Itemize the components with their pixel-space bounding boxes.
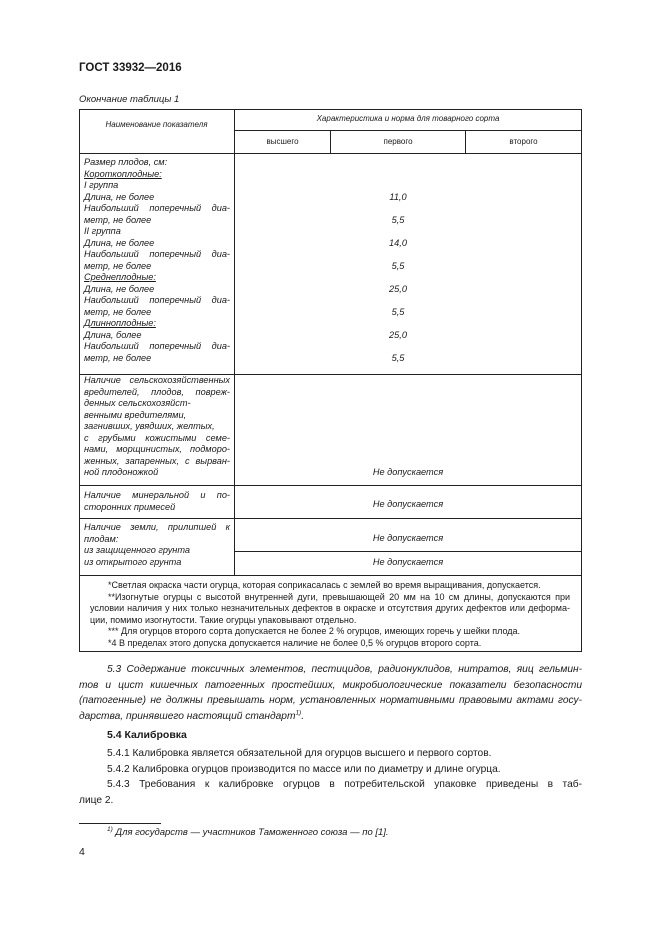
- size-label-line: Наибольший поперечный диа-: [84, 341, 230, 351]
- size-label-line: метр, не более: [84, 214, 152, 225]
- size-label-line: Длина, не более: [84, 237, 155, 248]
- page-footnote: $^{1)}$ Для государств — участников Таможенного союза — по [1].: [107, 825, 389, 838]
- table-footnotes: *Светлая окраска части огурца, которая соприкасалась с землей во время выращивания, допускается. **Изогнутые огурцы с высотой внутренней дуги, превышающей 20 мм на 10 см длины, допускаются при условии наличия у них только незначительных дефектов в окраске и отсутствия других дефектов или деформа- ции, помимо изогнутости. Такие огурцы упаковывают отдельно. *** Для огурцов второго сорта допускается не более 2 % огурцов, имеющих горечь у шейки плода. *4 В пределах этого допуска допускается наличие не более 0,5 % огурцов второго сорта.: [90, 580, 570, 648]
- paragraph-5-4-3-line-1: 5.4.3 Требования к калибровке огурцов в потребительской упаковке приведены в таб-: [107, 779, 582, 790]
- size-label-line: метр, не более: [84, 352, 152, 363]
- size-label-line: метр, не более: [84, 260, 152, 271]
- pests-value: Не допускается: [372, 467, 444, 477]
- size-label-line: Длина, более: [84, 329, 142, 340]
- size-label-line: Длина, не более: [84, 283, 155, 294]
- pests-label: Наличие сельскохозяйственных вредителей, плодов, повреж- денных сельскохозяйст- венными вредителями, загнивших, увядших, желтых, с грубыми кожистыми семе- нами, морщинистых, подморо- женных, запаренных, с вырван- ной плодоножкой: [84, 375, 230, 477]
- size-value-short-2-length: 14,0: [389, 238, 407, 248]
- section-5-4-title: 5.4 Калибровка: [107, 729, 187, 741]
- size-label-line: Наибольший поперечный диа-: [84, 295, 230, 305]
- column-header-grade-1: высшего: [266, 137, 299, 146]
- paragraph-5-4-1: 5.4.1 Калибровка является обязательной для огурцов высшего и первого сортов.: [107, 748, 492, 759]
- size-value-short-1-diameter: 5,5: [391, 215, 405, 225]
- soil-protected-value: Не допускается: [372, 533, 444, 543]
- paragraph-5-4-3-line-2: лице 2.: [79, 794, 114, 806]
- size-value-medium-diameter: 5,5: [391, 307, 405, 317]
- table-caption: Окончание таблицы 1: [79, 94, 180, 105]
- column-header-group: Характеристика и норма для товарного сорта: [316, 114, 500, 123]
- size-value-medium-length: 25,0: [389, 284, 407, 294]
- size-label-line: Наибольший поперечный диа-: [84, 203, 230, 213]
- size-label-line: Размер плодов, см:: [84, 157, 168, 167]
- size-value-long-length: 25,0: [389, 330, 407, 340]
- size-label-line: Среднеплодные:: [84, 272, 156, 282]
- size-value-long-diameter: 5,5: [391, 353, 405, 363]
- column-header-grade-3: второго: [509, 137, 538, 146]
- soil-label: Наличие земли, прилипшей к плодам: из защищенного грунта из открытого грунта: [84, 522, 230, 567]
- document-header: ГОСТ 33932—2016: [79, 62, 182, 74]
- size-value-short-1-length: 11,0: [389, 192, 407, 202]
- table-1-continuation: [79, 109, 582, 652]
- size-label-line: II группа: [84, 226, 121, 236]
- soil-open-value: Не допускается: [372, 557, 444, 567]
- paragraph-5-4-2: 5.4.2 Калибровка огурцов производится по массе или по диаметру и длине огурца.: [107, 763, 501, 775]
- paragraph-5-3: 5.3 Содержание токсичных элементов, пестицидов, радионуклидов, нитратов, яиц гельмин- тов и цист кишечных патогенных простейших, микробиологические показатели безопасности (патогенные) не должны превышать норм, установленных нормативными правовыми актами госу- дарства, принявшего настоящий стандарт$^{1)}$.: [79, 664, 582, 722]
- size-value-short-2-diameter: 5,5: [391, 261, 405, 271]
- mineral-label: Наличие минеральной и по- сторонних примесей: [84, 490, 230, 512]
- size-label-line: Короткоплодные:: [84, 168, 162, 179]
- page-number: 4: [79, 846, 85, 858]
- size-label-line: Наибольший поперечный диа-: [84, 249, 230, 259]
- column-header-indicator: Наименование показателя: [105, 120, 208, 129]
- section-5-4-body: [79, 746, 582, 808]
- size-label-line: I группа: [84, 180, 119, 190]
- size-block-labels: [84, 157, 230, 364]
- mineral-value: Не допускается: [372, 499, 444, 509]
- column-header-grade-2: первого: [383, 137, 413, 146]
- size-label-line: метр, не более: [84, 306, 152, 317]
- footnote-separator: [79, 823, 161, 824]
- size-label-line: Длина, не более: [84, 191, 155, 202]
- size-label-line: Длинноплодные:: [84, 318, 156, 328]
